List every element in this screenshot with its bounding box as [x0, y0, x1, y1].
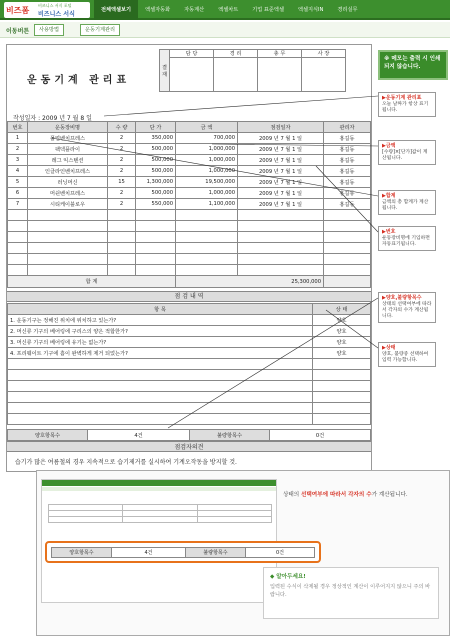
- amount-cell: 1,100,000: [176, 199, 238, 210]
- check-section-header: 점 검 내 역: [7, 291, 371, 302]
- quantity-cell[interactable]: 2: [108, 199, 136, 210]
- manager-cell[interactable]: 홍길동: [324, 199, 371, 210]
- tip-title-text: 알아두세요!: [276, 574, 306, 580]
- equipment-name-cell[interactable]: 팩덱플라이: [28, 144, 108, 155]
- memo-body: 운동장비명에 기입하면 자동표기됩니다.: [382, 236, 430, 247]
- memo-body: 상태의 선택여부에 따라서 각자의 수가 계산됩니다.: [382, 302, 432, 319]
- manager-cell[interactable]: 홍길동: [324, 177, 371, 188]
- unit-price-cell[interactable]: 500,000: [136, 144, 176, 155]
- lightbulb-icon: ◆: [270, 574, 277, 580]
- amount-cell: 1,000,000: [176, 188, 238, 199]
- memo-heading: ▶상태: [382, 345, 396, 351]
- amount-cell: 19,500,000: [176, 177, 238, 188]
- date-label: 작성일자 :: [13, 115, 41, 122]
- menu-item-automation[interactable]: 엑셀자동화: [145, 7, 171, 13]
- check-item[interactable]: 1. 운동기구는 정해진 위치에 위치하고 있는가?: [8, 315, 313, 326]
- row-number-cell: 6: [8, 188, 28, 199]
- approval-side-label: 결재: [160, 50, 170, 92]
- amount-cell: 700,000: [176, 133, 238, 144]
- col-header: 운동장비명: [28, 122, 108, 133]
- approval-col: 담 당: [170, 50, 214, 58]
- menu-item-standard[interactable]: 기업 표준엑셀: [252, 7, 284, 13]
- col-header: 금 액: [176, 122, 238, 133]
- unit-price-cell[interactable]: 1,300,000: [136, 177, 176, 188]
- example-bad-value: 0건: [246, 548, 315, 558]
- unit-price-cell[interactable]: 350,000: [136, 133, 176, 144]
- memo-heading: ▶번호: [382, 229, 396, 235]
- check-item[interactable]: 4. 프리웨이트 기구에 흠이 완벽하게 제거 되었는가?: [8, 348, 313, 359]
- check-date-cell[interactable]: 2009 년 7 월 1 일: [238, 166, 324, 177]
- amount-cell: 1,000,000: [176, 155, 238, 166]
- memo-heading: ▶양호,불량항목수: [382, 295, 422, 301]
- col-header: 수 량: [108, 122, 136, 133]
- print-notice: ※ 메모는 출력 시 인쇄되지 않습니다.: [378, 50, 448, 80]
- example-caption: [283, 491, 443, 499]
- check-date-cell[interactable]: 2009 년 7 월 1 일: [238, 177, 324, 188]
- move-buttons-label: 이동버튼: [6, 28, 30, 35]
- memo-body: [수량]×[단가]값이 계산됩니다.: [382, 150, 428, 161]
- caption-pre: 상태의: [283, 492, 301, 498]
- caption-post: 가 계산됩니다.: [371, 492, 408, 498]
- manager-cell[interactable]: 홍길동: [324, 155, 371, 166]
- example-bad-label: 불량항목수: [186, 548, 246, 558]
- equipment-name-cell[interactable]: 인클라인벤치프레스: [28, 166, 108, 177]
- good-count-value: 4건: [88, 430, 190, 441]
- check-status[interactable]: 양호: [313, 337, 371, 348]
- caption-highlight: 선택여부에 따라서 각자의 수: [301, 492, 372, 498]
- how-to-button[interactable]: 사용방법: [34, 24, 64, 36]
- quantity-cell[interactable]: 2: [108, 166, 136, 177]
- memo-heading: ▶금액: [382, 143, 396, 149]
- check-status[interactable]: 양호: [313, 315, 371, 326]
- row-number-cell: 7: [8, 199, 28, 210]
- row-number-cell: 2: [8, 144, 28, 155]
- check-col-header: 항 목: [8, 304, 313, 315]
- quantity-cell[interactable]: 2: [108, 133, 136, 144]
- bad-count-value: 0건: [270, 430, 371, 441]
- approval-col: 총 무: [258, 50, 302, 58]
- page-title: 운동기계 관리표: [27, 75, 131, 86]
- total-label: 합 계: [8, 276, 176, 288]
- col-header: 점검일자: [238, 122, 324, 133]
- logo-main: 비즈폼: [6, 6, 30, 15]
- highlight-count-table: [51, 547, 315, 558]
- tip-title: [270, 572, 432, 580]
- example-good-value: 4건: [112, 548, 186, 558]
- menu-item-chart[interactable]: 엑셀차트: [218, 7, 239, 13]
- highlight-box: [45, 541, 321, 563]
- quantity-cell[interactable]: 2: [108, 155, 136, 166]
- row-number-cell: 3: [8, 155, 28, 166]
- unit-price-cell[interactable]: 500,000: [136, 155, 176, 166]
- opinion-text[interactable]: 습기가 많은 여름철의 경우 지속적으로 습기제거를 실시하여 기계오작동을 방지할 것.: [15, 459, 237, 466]
- memo-body: 오늘 날짜가 항상 표기됩니다.: [382, 102, 429, 113]
- memo-body: 금액의 총 합계가 계산됩니다.: [382, 200, 429, 211]
- check-item[interactable]: 2. 머신류 기구의 베어링에 구리스의 양은 적합한가?: [8, 326, 313, 337]
- col-header: 관리자: [324, 122, 371, 133]
- equipment-name-cell[interactable]: 풀업벤치프레스: [28, 133, 108, 144]
- check-status[interactable]: 양호: [313, 348, 371, 359]
- check-date-cell[interactable]: 2009 년 7 월 1 일: [238, 199, 324, 210]
- row-number-cell: 4: [8, 166, 28, 177]
- bad-count-label: 불량항목수: [190, 430, 270, 441]
- usage-example-panel: [36, 470, 450, 636]
- check-date-cell[interactable]: 2009 년 7 월 1 일: [238, 155, 324, 166]
- equipment-name-cell[interactable]: 머쉰벤치프레스: [28, 188, 108, 199]
- approval-col: 사 장: [302, 50, 346, 58]
- manager-cell[interactable]: 홍길동: [324, 188, 371, 199]
- equipment-sheet-button[interactable]: 운동기계관리: [80, 24, 120, 36]
- memo-body: 양호, 불량중 선택하여 입력 가능합니다.: [382, 352, 429, 363]
- memo-heading: ▶합계: [382, 193, 396, 199]
- check-col-header: 상 태: [313, 304, 371, 315]
- menu-item-accounting[interactable]: 경리실무: [337, 7, 358, 13]
- menu-item-all[interactable]: 전체엑셀보기: [94, 0, 138, 20]
- logo-top: 비즈니스 서식 포털: [38, 3, 72, 8]
- amount-cell: 1,000,000: [176, 144, 238, 155]
- manager-cell[interactable]: 홍길동: [324, 166, 371, 177]
- check-status[interactable]: 양호: [313, 326, 371, 337]
- memo-heading: ▶운동기계 관리표: [382, 95, 422, 101]
- date-value[interactable]: 2009 년 7 월 8 일: [42, 115, 92, 122]
- check-date-cell[interactable]: 2009 년 7 월 1 일: [238, 144, 324, 155]
- quantity-cell[interactable]: 2: [108, 188, 136, 199]
- col-header: 번호: [8, 122, 28, 133]
- example-topbar: [42, 480, 276, 486]
- equipment-name-cell[interactable]: 시티케이블로우: [28, 199, 108, 210]
- unit-price-cell[interactable]: 550,000: [136, 199, 176, 210]
- equipment-name-cell[interactable]: 러닝머신: [28, 177, 108, 188]
- check-date-cell[interactable]: 2009 년 7 월 1 일: [238, 188, 324, 199]
- good-count-label: 양호항목수: [8, 430, 88, 441]
- tip-text: 입력된 수식이 삭제될 경우 정상적인 계산이 이루어지지 않으니 주의 바랍니다.: [270, 584, 431, 598]
- amount-cell: 1,000,000: [176, 166, 238, 177]
- quantity-cell[interactable]: 2: [108, 144, 136, 155]
- opinion-header: 점검자의견: [7, 441, 371, 452]
- example-mini-table: [48, 504, 272, 523]
- unit-price-cell[interactable]: 500,000: [136, 166, 176, 177]
- col-header: 단 가: [136, 122, 176, 133]
- row-number-cell: 5: [8, 177, 28, 188]
- menu-item-autocalc[interactable]: 자동계산: [184, 7, 205, 13]
- check-item[interactable]: 3. 머신류 기구의 베어링에 유기는 없는가?: [8, 337, 313, 348]
- tip-box: [263, 567, 439, 619]
- quantity-cell[interactable]: 15: [108, 177, 136, 188]
- manager-cell[interactable]: 홍길동: [324, 144, 371, 155]
- equipment-name-cell[interactable]: 레그 익스텐션: [28, 155, 108, 166]
- example-subbar: [42, 487, 276, 491]
- unit-price-cell[interactable]: 500,000: [136, 188, 176, 199]
- manager-cell[interactable]: 홍길동: [324, 133, 371, 144]
- example-good-label: 양호항목수: [52, 548, 112, 558]
- row-number-cell: 1: [8, 133, 28, 144]
- menu-item-knowledge[interactable]: 엑셀지식IN: [297, 7, 324, 13]
- check-date-cell[interactable]: 2009 년 7 월 1 일: [238, 133, 324, 144]
- total-value: 25,300,000: [176, 276, 324, 288]
- approval-col: 경 리: [214, 50, 258, 58]
- logo-sub: 비즈니스 서식: [38, 11, 75, 18]
